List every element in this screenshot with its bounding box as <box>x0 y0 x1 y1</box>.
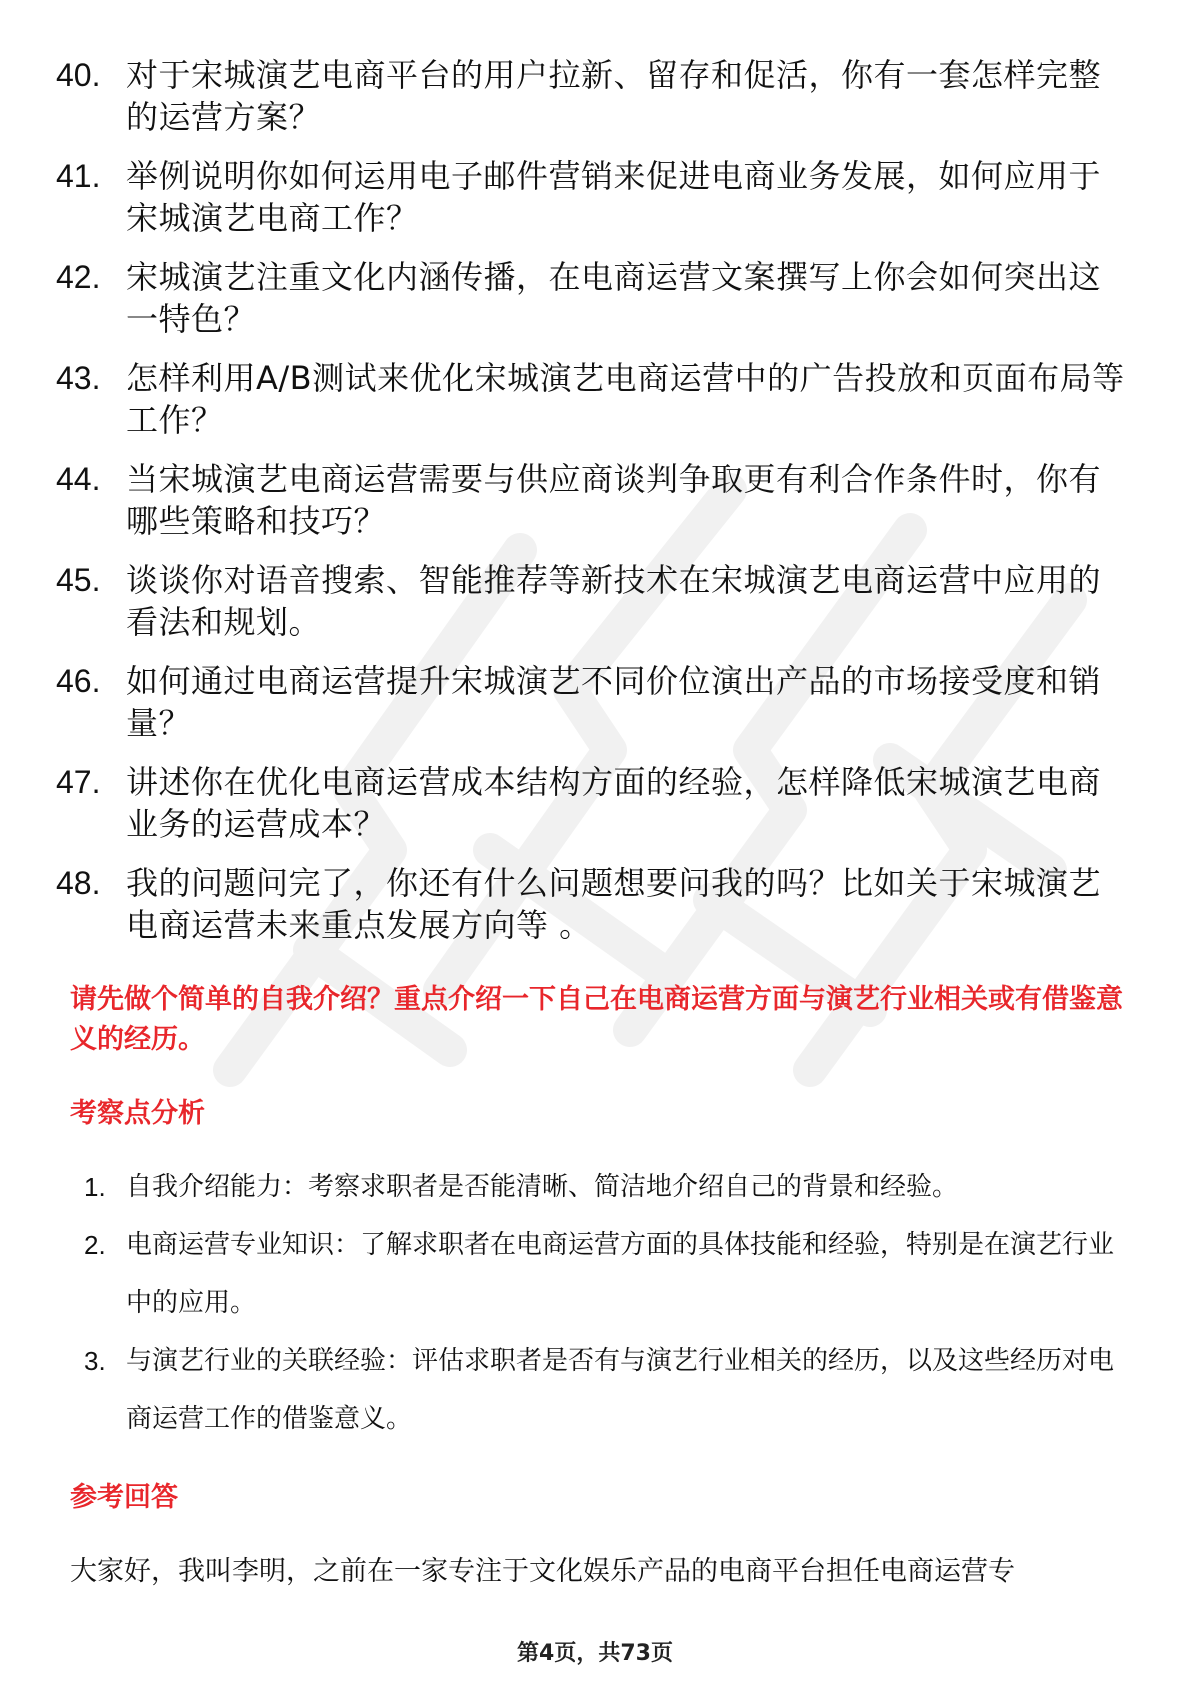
question-item-43 <box>56 357 1126 441</box>
question-text: 谈谈你对语音搜索、智能推荐等新技术在宋城演艺电商运营中应用的看法和规划。 <box>126 561 1102 641</box>
question-item-47 <box>56 761 1126 845</box>
question-number: 48. <box>56 865 101 901</box>
question-text: 怎样利用A/B测试来优化宋城演艺电商运营中的广告投放和页面布局等工作？ <box>126 359 1125 439</box>
question-number: 41. <box>56 158 101 194</box>
question-text: 讲述你在优化电商运营成本结构方面的经验，怎样降低宋城演艺电商业务的运营成本？ <box>126 763 1102 843</box>
question-text: 我的问题问完了，你还有什么问题想要问我的吗？比如关于宋城演艺电商运营未来重点发展方向等 。 <box>126 864 1102 944</box>
analysis-point-text: 电商运营专业知识：了解求职者在电商运营方面的具体技能和经验，特别是在演艺行业中的应用。 <box>126 1230 1115 1318</box>
question-item-40 <box>56 54 1126 138</box>
question-text: 宋城演艺注重文化内涵传播，在电商运营文案撰写上你会如何突出这一特色？ <box>126 258 1102 338</box>
question-number: 42. <box>56 259 101 295</box>
question-item-46 <box>56 660 1126 744</box>
question-number: 44. <box>56 461 101 497</box>
question-text: 举例说明你如何运用电子邮件营销来促进电商业务发展，如何应用于宋城演艺电商工作？ <box>126 157 1102 237</box>
analysis-point-item <box>84 1216 1124 1332</box>
question-text: 如何通过电商运营提升宋城演艺不同价位演出产品的市场接受度和销量？ <box>126 662 1102 742</box>
analysis-point-list <box>84 1158 1124 1448</box>
question-number: 47. <box>56 764 101 800</box>
analysis-point-item <box>84 1158 1124 1216</box>
analysis-heading: 考察点分析 <box>70 1098 205 1129</box>
analysis-point-text: 与演艺行业的关联经验：评估求职者是否有与演艺行业相关的经历，以及这些经历对电商运营工作的借鉴意义。 <box>126 1346 1115 1434</box>
question-item-45 <box>56 559 1126 643</box>
question-item-41 <box>56 155 1126 239</box>
question-text: 当宋城演艺电商运营需要与供应商谈判争取更有利合作条件时，你有哪些策略和技巧？ <box>126 460 1102 540</box>
featured-question-heading: 请先做个简单的自我介绍？重点介绍一下自己在电商运营方面与演艺行业相关或有借鉴意义的经历。 <box>70 984 1123 1055</box>
analysis-point-number: 2. <box>84 1230 106 1260</box>
question-item-44 <box>56 458 1126 542</box>
question-list <box>56 54 1126 963</box>
reference-answer-heading: 参考回答 <box>70 1482 178 1513</box>
question-number: 40. <box>56 57 101 93</box>
analysis-point-item <box>84 1332 1124 1448</box>
question-number: 45. <box>56 562 101 598</box>
analysis-point-number: 3. <box>84 1346 106 1376</box>
question-item-42 <box>56 256 1126 340</box>
page-footer: 第4页，共73页 <box>517 1641 673 1666</box>
reference-answer-text: 大家好，我叫李明，之前在一家专注于文化娱乐产品的电商平台担任电商运营专 <box>70 1556 1015 1587</box>
analysis-point-number: 1. <box>84 1172 106 1202</box>
analysis-point-text: 自我介绍能力：考察求职者是否能清晰、简洁地介绍自己的背景和经验。 <box>126 1172 959 1202</box>
question-text: 对于宋城演艺电商平台的用户拉新、留存和促活，你有一套怎样完整的运营方案？ <box>126 56 1102 136</box>
question-number: 43. <box>56 360 101 396</box>
question-number: 46. <box>56 663 101 699</box>
question-item-48 <box>56 862 1126 946</box>
